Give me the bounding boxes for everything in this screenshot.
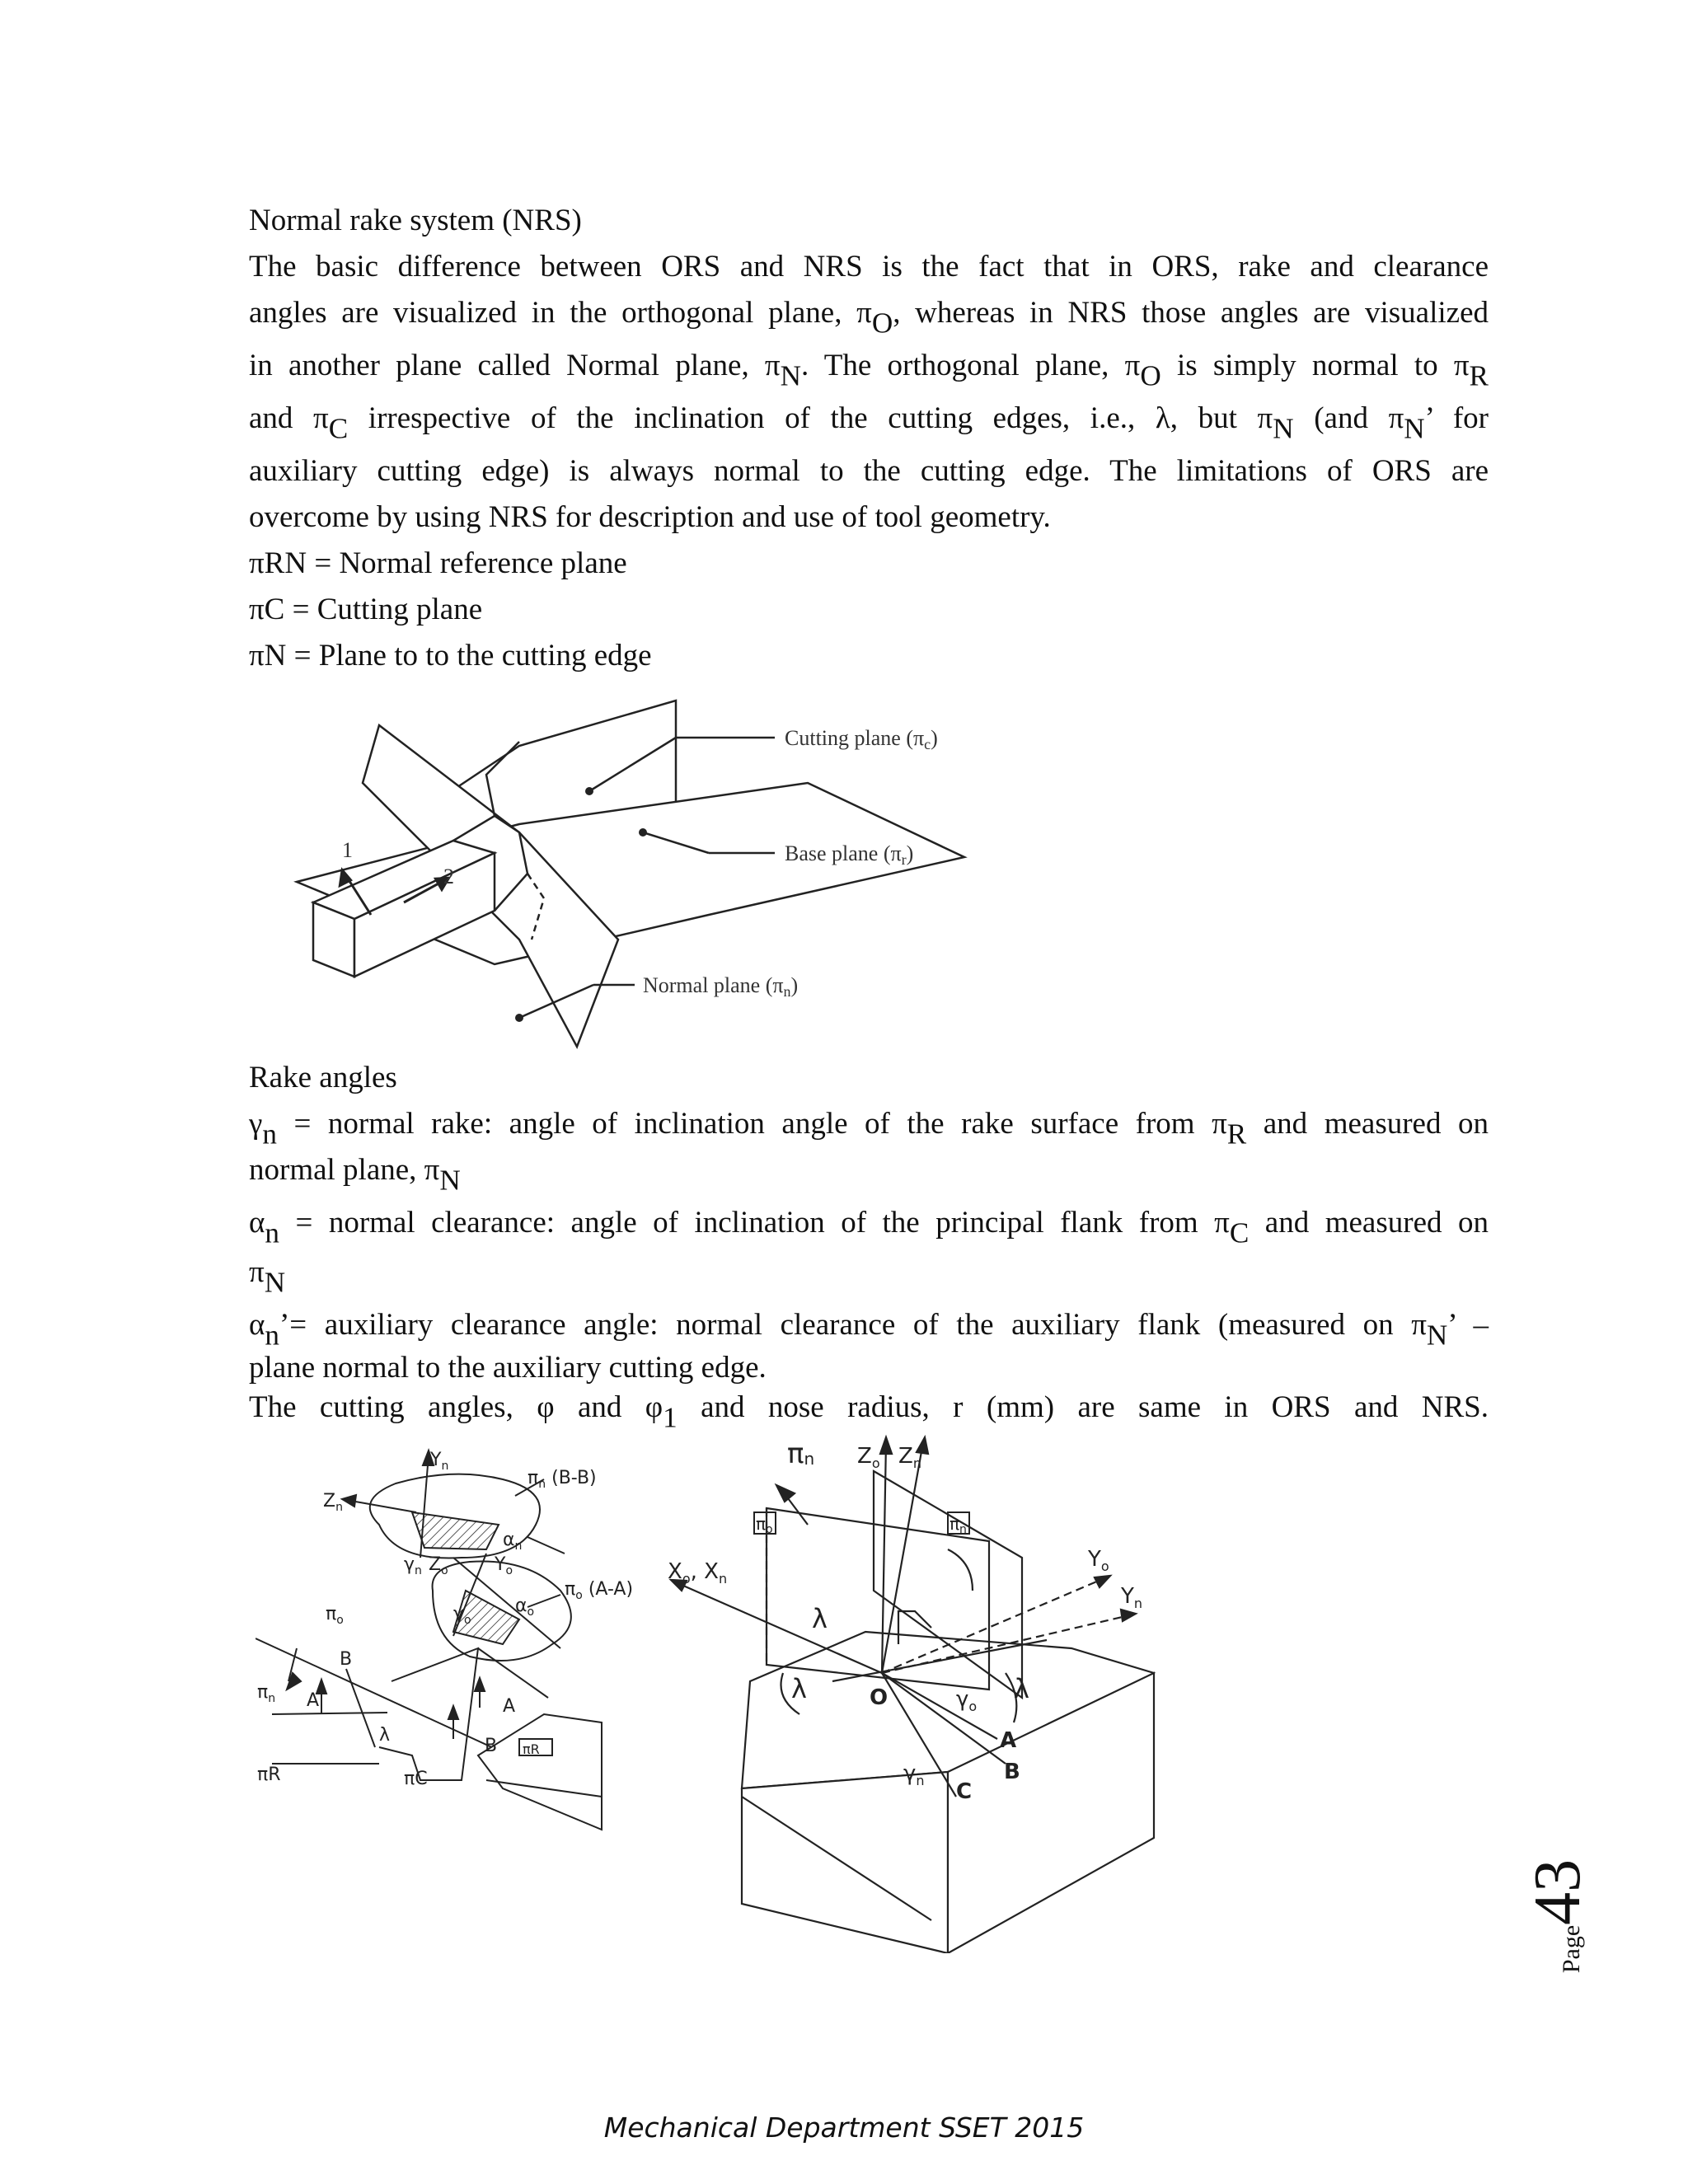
label-gamma-n: $\gamma_n$ bbox=[903, 1761, 925, 1788]
label-b-right: B bbox=[485, 1736, 498, 1756]
label-yo: $Y_o$ bbox=[495, 1554, 513, 1577]
label-pi-c-box: $\pi_n$ bbox=[950, 1514, 967, 1536]
label-pi-o-box: $\pi_o$ bbox=[756, 1514, 773, 1536]
label-zo: $Z_o$ bbox=[429, 1554, 448, 1577]
nrs-paragraph-line-1: The basic difference between ORS and NRS is the fact that in ORS, rake and clearance bbox=[249, 250, 1489, 284]
footer: Mechanical Department SSET 2015 bbox=[603, 2111, 1085, 2144]
label-alpha-n: $\alpha_n$ bbox=[503, 1530, 523, 1553]
label-point-b: B bbox=[1004, 1760, 1020, 1784]
nrs-paragraph-line-6: overcome by using NRS for description and use of tool geometry. bbox=[249, 500, 1051, 534]
label-xo-xn: $X_o$, $X_n$ bbox=[668, 1559, 728, 1586]
rake-heading: Rake angles bbox=[249, 1061, 397, 1094]
rake-line-2: normal plane, $\pi_N$ bbox=[249, 1153, 461, 1197]
label-gamma-n: $\gamma_n$ bbox=[404, 1554, 422, 1577]
label-pi-n-left: $\pi_n$ bbox=[257, 1682, 276, 1705]
rake-line-5: $\alpha_n’=$ auxiliary clearance angle: normal clearance of the auxiliary flank (measured on $\pi_N$’ – bbox=[249, 1308, 1489, 1352]
workpiece-front bbox=[742, 1772, 948, 1953]
rake-line-1: $\gamma_n$ = normal rake: angle of inclination angle of the rake surface from $\pi_R$ and measured on bbox=[249, 1107, 1489, 1151]
label-yn: $Y_n$ bbox=[1121, 1584, 1143, 1611]
label-yn-top: $Y_n$ bbox=[430, 1450, 449, 1473]
label-b-left: B bbox=[340, 1649, 353, 1670]
nrs-paragraph-line-2: angles are visualized in the orthogonal plane, $\pi_O$, whereas in NRS those angles are visualized bbox=[249, 296, 1489, 340]
figure-tool-planes-svg bbox=[247, 692, 1014, 1055]
rake-angles-section bbox=[249, 1055, 1489, 1434]
figure-nrs-angles-right bbox=[659, 1426, 1170, 1953]
nrs-paragraph-line-4: and $\pi_C$ irrespective of the inclination of the cutting edges, i.e., λ, but $\pi_N$ (and $\pi_N$’ for bbox=[249, 401, 1489, 445]
label-zn: $Z_n$ bbox=[323, 1491, 343, 1514]
label-gamma-o: $\gamma_o$ bbox=[453, 1604, 471, 1627]
label-normal-plane: Normal plane (πn) bbox=[643, 973, 799, 1000]
label-gamma-o: $\gamma_o$ bbox=[956, 1687, 978, 1714]
figure-nrs-angles-left bbox=[256, 1434, 643, 1961]
label-a-right: A bbox=[503, 1696, 516, 1717]
label-lambda-left: λ bbox=[791, 1673, 807, 1704]
page-digits: 43 bbox=[1522, 1858, 1594, 1925]
rake-line-6: plane normal to the auxiliary cutting edge. bbox=[249, 1351, 767, 1385]
arrow-label-2: 2 bbox=[443, 865, 454, 888]
label-point-a: A bbox=[1000, 1728, 1017, 1753]
label-cutting-plane: Cutting plane (πc) bbox=[785, 726, 938, 752]
definition-pi-n: πN = Plane to to the cutting edge bbox=[249, 639, 652, 673]
label-lambda-upper: λ bbox=[812, 1603, 828, 1634]
label-yo: $Y_o$ bbox=[1088, 1547, 1109, 1574]
definition-pi-c: πC = Cutting plane bbox=[249, 593, 483, 626]
figure-tool-planes bbox=[247, 692, 1014, 1055]
nrs-paragraph-line-3: in another plane called Normal plane, $\pi_N$. The orthogonal plane, $\pi_O$ is simply normal to $\pi_R$ bbox=[249, 349, 1489, 392]
label-pi-n-top: πn bbox=[787, 1437, 815, 1470]
label-zn-top: $Z_n$ bbox=[898, 1444, 921, 1471]
nrs-section bbox=[249, 198, 1489, 679]
label-base-plane: Base plane (πr) bbox=[785, 841, 914, 868]
arrow-label-1: 1 bbox=[342, 838, 353, 862]
figure-nrs-angles-right-svg bbox=[659, 1426, 1170, 1953]
label-pi-r-left: πR bbox=[257, 1765, 281, 1785]
definition-pi-rn: πRN = Normal reference plane bbox=[249, 546, 627, 580]
label-pi-n-bb: $\pi_n$ (B-B) bbox=[528, 1468, 597, 1491]
nrs-paragraph-line-5: auxiliary cutting edge) is always normal to the cutting edge. The limitations of ORS are bbox=[249, 454, 1489, 488]
figure-nrs-angles-left-svg bbox=[256, 1434, 643, 1961]
label-zo-top: $Z_o$ bbox=[857, 1444, 880, 1471]
label-point-c: C bbox=[956, 1779, 973, 1804]
page-number bbox=[1522, 1850, 1644, 1982]
label-pi-o-aa: $\pi_o$ (A-A) bbox=[565, 1579, 634, 1602]
label-lambda-right: λ bbox=[1014, 1673, 1029, 1704]
label-pi-c: πC bbox=[404, 1769, 428, 1789]
rake-line-3: $\alpha_n$ = normal clearance: angle of inclination of the principal flank from $\pi_C$ and measured on bbox=[249, 1206, 1489, 1249]
nrs-heading: Normal rake system (NRS) bbox=[249, 204, 582, 237]
page-word: Page bbox=[1558, 1924, 1585, 1974]
label-alpha-o: $\alpha_o$ bbox=[515, 1596, 535, 1619]
label-pi-o-left: $\pi_o$ bbox=[326, 1604, 344, 1627]
label-lambda: λ bbox=[379, 1725, 391, 1746]
rake-line-7: The cutting angles, φ and $\varphi_1$ and nose radius, r (mm) are same in ORS and NRS. bbox=[249, 1390, 1489, 1434]
label-a-left: A bbox=[307, 1690, 320, 1711]
rake-line-4: $\pi_N$ bbox=[249, 1255, 286, 1299]
label-point-o: O bbox=[870, 1685, 889, 1710]
label-pi-r-box: πR bbox=[523, 1741, 540, 1757]
